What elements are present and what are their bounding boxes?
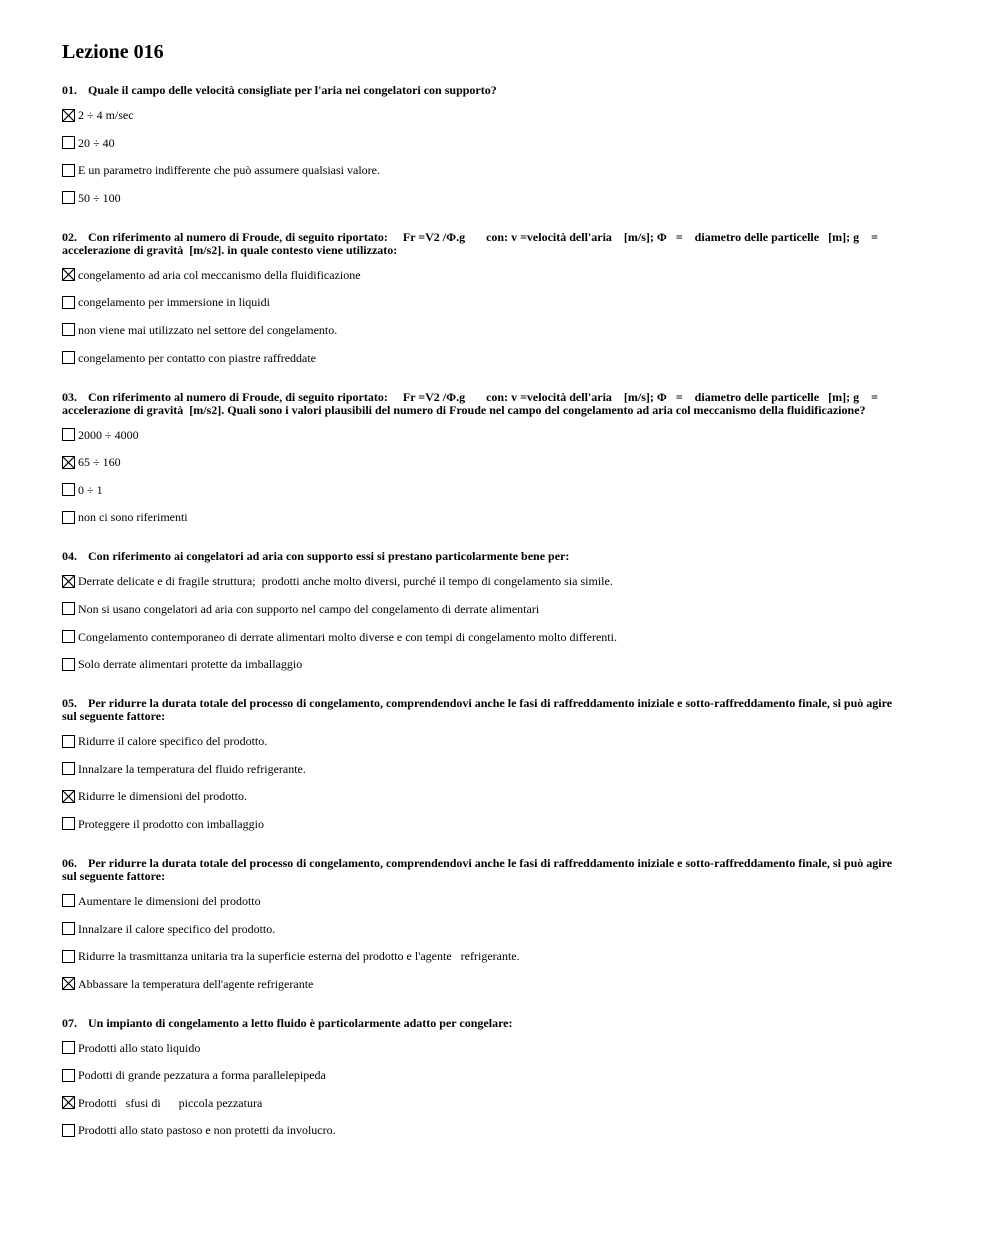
cross-mark-icon bbox=[62, 790, 75, 803]
answer-option[interactable] bbox=[62, 573, 942, 589]
answer-option[interactable] bbox=[62, 294, 942, 310]
answer-option[interactable] bbox=[62, 135, 942, 151]
checkbox-icon[interactable] bbox=[62, 894, 75, 907]
question-number: 06. bbox=[62, 855, 77, 870]
checked-checkbox-icon[interactable] bbox=[62, 1096, 75, 1109]
question-number: 02. bbox=[62, 229, 77, 244]
cross-mark-icon bbox=[62, 1096, 75, 1109]
answer-label: Ridurre le dimensioni del prodotto. bbox=[78, 789, 247, 804]
checkbox-icon[interactable] bbox=[62, 817, 75, 830]
checkbox-icon[interactable] bbox=[62, 1069, 75, 1082]
answer-option[interactable] bbox=[62, 921, 942, 937]
question-number: 07. bbox=[62, 1015, 77, 1030]
answer-option[interactable] bbox=[62, 190, 942, 206]
answer-label: E un parametro indifferente che può assumere qualsiasi valore. bbox=[78, 163, 380, 178]
answer-option[interactable] bbox=[62, 482, 942, 498]
checkbox-icon[interactable] bbox=[62, 164, 75, 177]
cross-mark-icon bbox=[62, 575, 75, 588]
answer-option[interactable] bbox=[62, 1067, 942, 1083]
question-text bbox=[62, 231, 942, 257]
answer-label: Abbassare la temperatura dell'agente refrigerante bbox=[78, 976, 314, 991]
answer-option[interactable] bbox=[62, 107, 942, 123]
question-text bbox=[62, 857, 942, 883]
answer-option[interactable] bbox=[62, 454, 942, 470]
checkbox-icon[interactable] bbox=[62, 428, 75, 441]
lesson-title: Lezione 016 bbox=[62, 41, 164, 63]
answer-option[interactable] bbox=[62, 1095, 942, 1111]
question-number: 01. bbox=[62, 83, 77, 97]
question-6 bbox=[62, 857, 942, 992]
question-body: Per ridurre la durata totale del processo di congelamento, comprendendovi anche le fasi di raffreddamento iniziale e sotto-raffreddamento finale, si può agire sul seguente fattore: bbox=[62, 855, 893, 883]
question-text bbox=[62, 1017, 942, 1030]
question-text bbox=[62, 84, 942, 97]
answer-label: Aumentare le dimensioni del prodotto bbox=[78, 893, 261, 908]
checkbox-icon[interactable] bbox=[62, 296, 75, 309]
answer-option[interactable] bbox=[62, 509, 942, 525]
checkbox-icon[interactable] bbox=[62, 1041, 75, 1054]
answer-option[interactable] bbox=[62, 788, 942, 804]
answer-label: Innalzare la temperatura del fluido refrigerante. bbox=[78, 761, 306, 776]
checkbox-icon[interactable] bbox=[62, 511, 75, 524]
answer-label: Solo derrate alimentari protette da imballaggio bbox=[78, 657, 303, 672]
answer-option[interactable] bbox=[62, 322, 942, 338]
answer-label: congelamento per contatto con piastre raffreddate bbox=[78, 350, 317, 365]
answer-option[interactable] bbox=[62, 601, 942, 617]
answer-label: Congelamento contemporaneo di derrate alimentari molto diverse e con tempi di congelamento molto differenti. bbox=[78, 629, 617, 644]
answer-label: 20 ÷ 40 bbox=[78, 135, 115, 150]
question-1 bbox=[62, 84, 942, 206]
answer-label: 0 ÷ 1 bbox=[78, 482, 103, 497]
answer-option[interactable] bbox=[62, 350, 942, 366]
cross-mark-icon bbox=[62, 977, 75, 990]
answer-label: Podotti di grande pezzatura a forma parallelepipeda bbox=[78, 1068, 326, 1083]
answer-option[interactable] bbox=[62, 893, 942, 909]
question-number: 04. bbox=[62, 549, 77, 564]
answer-label: Prodotti allo stato pastoso e non protetti da involucro. bbox=[78, 1123, 336, 1138]
cross-mark-icon bbox=[62, 456, 75, 469]
answer-label: 2 ÷ 4 m/sec bbox=[78, 108, 134, 122]
question-body: Con riferimento ai congelatori ad aria con supporto essi si prestano particolarmente bene per: bbox=[88, 549, 570, 564]
checkbox-icon[interactable] bbox=[62, 630, 75, 643]
quiz-page bbox=[62, 40, 942, 1138]
question-body: Con riferimento al numero di Froude, di seguito riportato: Fr =V2 /Φ.g con: v =velocità dell'aria [m/s]; Φ = diametro delle particelle [m]; g = accelerazione di gravità [m/s2]. Quali sono i valori plausibili del numero di Froude nel campo del congelamento ad aria col meccanismo della fluidificazione? bbox=[62, 389, 878, 417]
checked-checkbox-icon[interactable] bbox=[62, 268, 75, 281]
question-4 bbox=[62, 550, 942, 672]
checkbox-icon[interactable] bbox=[62, 762, 75, 775]
checked-checkbox-icon[interactable] bbox=[62, 790, 75, 803]
question-body: Quale il campo delle velocità consigliate per l'aria nei congelatori con supporto? bbox=[88, 83, 497, 97]
answer-option[interactable] bbox=[62, 427, 942, 443]
answer-label: 50 ÷ 100 bbox=[78, 190, 121, 205]
checkbox-icon[interactable] bbox=[62, 351, 75, 364]
answer-label: non viene mai utilizzato nel settore del congelamento. bbox=[78, 322, 338, 337]
question-number: 05. bbox=[62, 696, 77, 711]
question-number: 03. bbox=[62, 389, 77, 404]
answer-option[interactable] bbox=[62, 267, 942, 283]
answer-label: Ridurre il calore specifico del prodotto. bbox=[78, 734, 268, 749]
checkbox-icon[interactable] bbox=[62, 602, 75, 615]
answer-label: Prodotti sfusi di piccola pezzatura bbox=[78, 1095, 263, 1110]
answer-option[interactable] bbox=[62, 948, 942, 964]
answer-option[interactable] bbox=[62, 816, 942, 832]
answer-option[interactable] bbox=[62, 761, 942, 777]
question-text bbox=[62, 550, 942, 563]
cross-mark-icon bbox=[62, 109, 75, 122]
answer-option[interactable] bbox=[62, 733, 942, 749]
answer-label: Innalzare il calore specifico del prodotto. bbox=[78, 921, 276, 936]
answer-option[interactable] bbox=[62, 656, 942, 672]
answer-label: congelamento per immersione in liquidi bbox=[78, 295, 270, 310]
checkbox-icon[interactable] bbox=[62, 191, 75, 204]
answer-option[interactable] bbox=[62, 162, 942, 178]
question-list bbox=[62, 84, 942, 1138]
answer-label: Non si usano congelatori ad aria con supporto nel campo del congelamento di derrate alimentari bbox=[78, 601, 540, 616]
question-3 bbox=[62, 391, 942, 526]
checked-checkbox-icon[interactable] bbox=[62, 575, 75, 588]
question-body: Un impianto di congelamento a letto fluido è particolarmente adatto per congelare: bbox=[88, 1015, 513, 1030]
answer-label: congelamento ad aria col meccanismo della fluidificazione bbox=[78, 267, 361, 282]
answer-option[interactable] bbox=[62, 1040, 942, 1056]
cross-mark-icon bbox=[62, 268, 75, 281]
answer-label: Proteggere il prodotto con imballaggio bbox=[78, 816, 264, 831]
checkbox-icon[interactable] bbox=[62, 922, 75, 935]
checkbox-icon[interactable] bbox=[62, 658, 75, 671]
question-2 bbox=[62, 231, 942, 366]
answer-option[interactable] bbox=[62, 976, 942, 992]
checked-checkbox-icon[interactable] bbox=[62, 109, 75, 122]
checked-checkbox-icon[interactable] bbox=[62, 456, 75, 469]
checkbox-icon[interactable] bbox=[62, 136, 75, 149]
question-body: Per ridurre la durata totale del processo di congelamento, comprendendovi anche le fasi di raffreddamento iniziale e sotto-raffreddamento finale, si può agire sul seguente fattore: bbox=[62, 696, 893, 724]
answer-option[interactable] bbox=[62, 1122, 942, 1138]
answer-label: 65 ÷ 160 bbox=[78, 455, 121, 470]
answer-label: Prodotti allo stato liquido bbox=[78, 1040, 201, 1055]
answer-label: non ci sono riferimenti bbox=[78, 510, 188, 525]
checkbox-icon[interactable] bbox=[62, 1124, 75, 1137]
checkbox-icon[interactable] bbox=[62, 483, 75, 496]
checkbox-icon[interactable] bbox=[62, 323, 75, 336]
question-7 bbox=[62, 1017, 942, 1139]
checkbox-icon[interactable] bbox=[62, 735, 75, 748]
answer-label: Derrate delicate e di fragile struttura; prodotti anche molto diversi, purché il tempo di congelamento sia simile. bbox=[78, 574, 613, 589]
question-text bbox=[62, 697, 942, 723]
answer-option[interactable] bbox=[62, 629, 942, 645]
checked-checkbox-icon[interactable] bbox=[62, 977, 75, 990]
question-body: Con riferimento al numero di Froude, di seguito riportato: Fr =V2 /Φ.g con: v =velocità dell'aria [m/s]; Φ = diametro delle particelle [m]; g = accelerazione di gravità [m/s2]. in quale contesto viene utilizzato: bbox=[62, 229, 878, 257]
answer-label: 2000 ÷ 4000 bbox=[78, 427, 139, 442]
question-text bbox=[62, 391, 942, 417]
question-5 bbox=[62, 697, 942, 832]
checkbox-icon[interactable] bbox=[62, 950, 75, 963]
answer-label: Ridurre la trasmittanza unitaria tra la superficie esterna del prodotto e l'agente refrigerante. bbox=[78, 949, 520, 964]
